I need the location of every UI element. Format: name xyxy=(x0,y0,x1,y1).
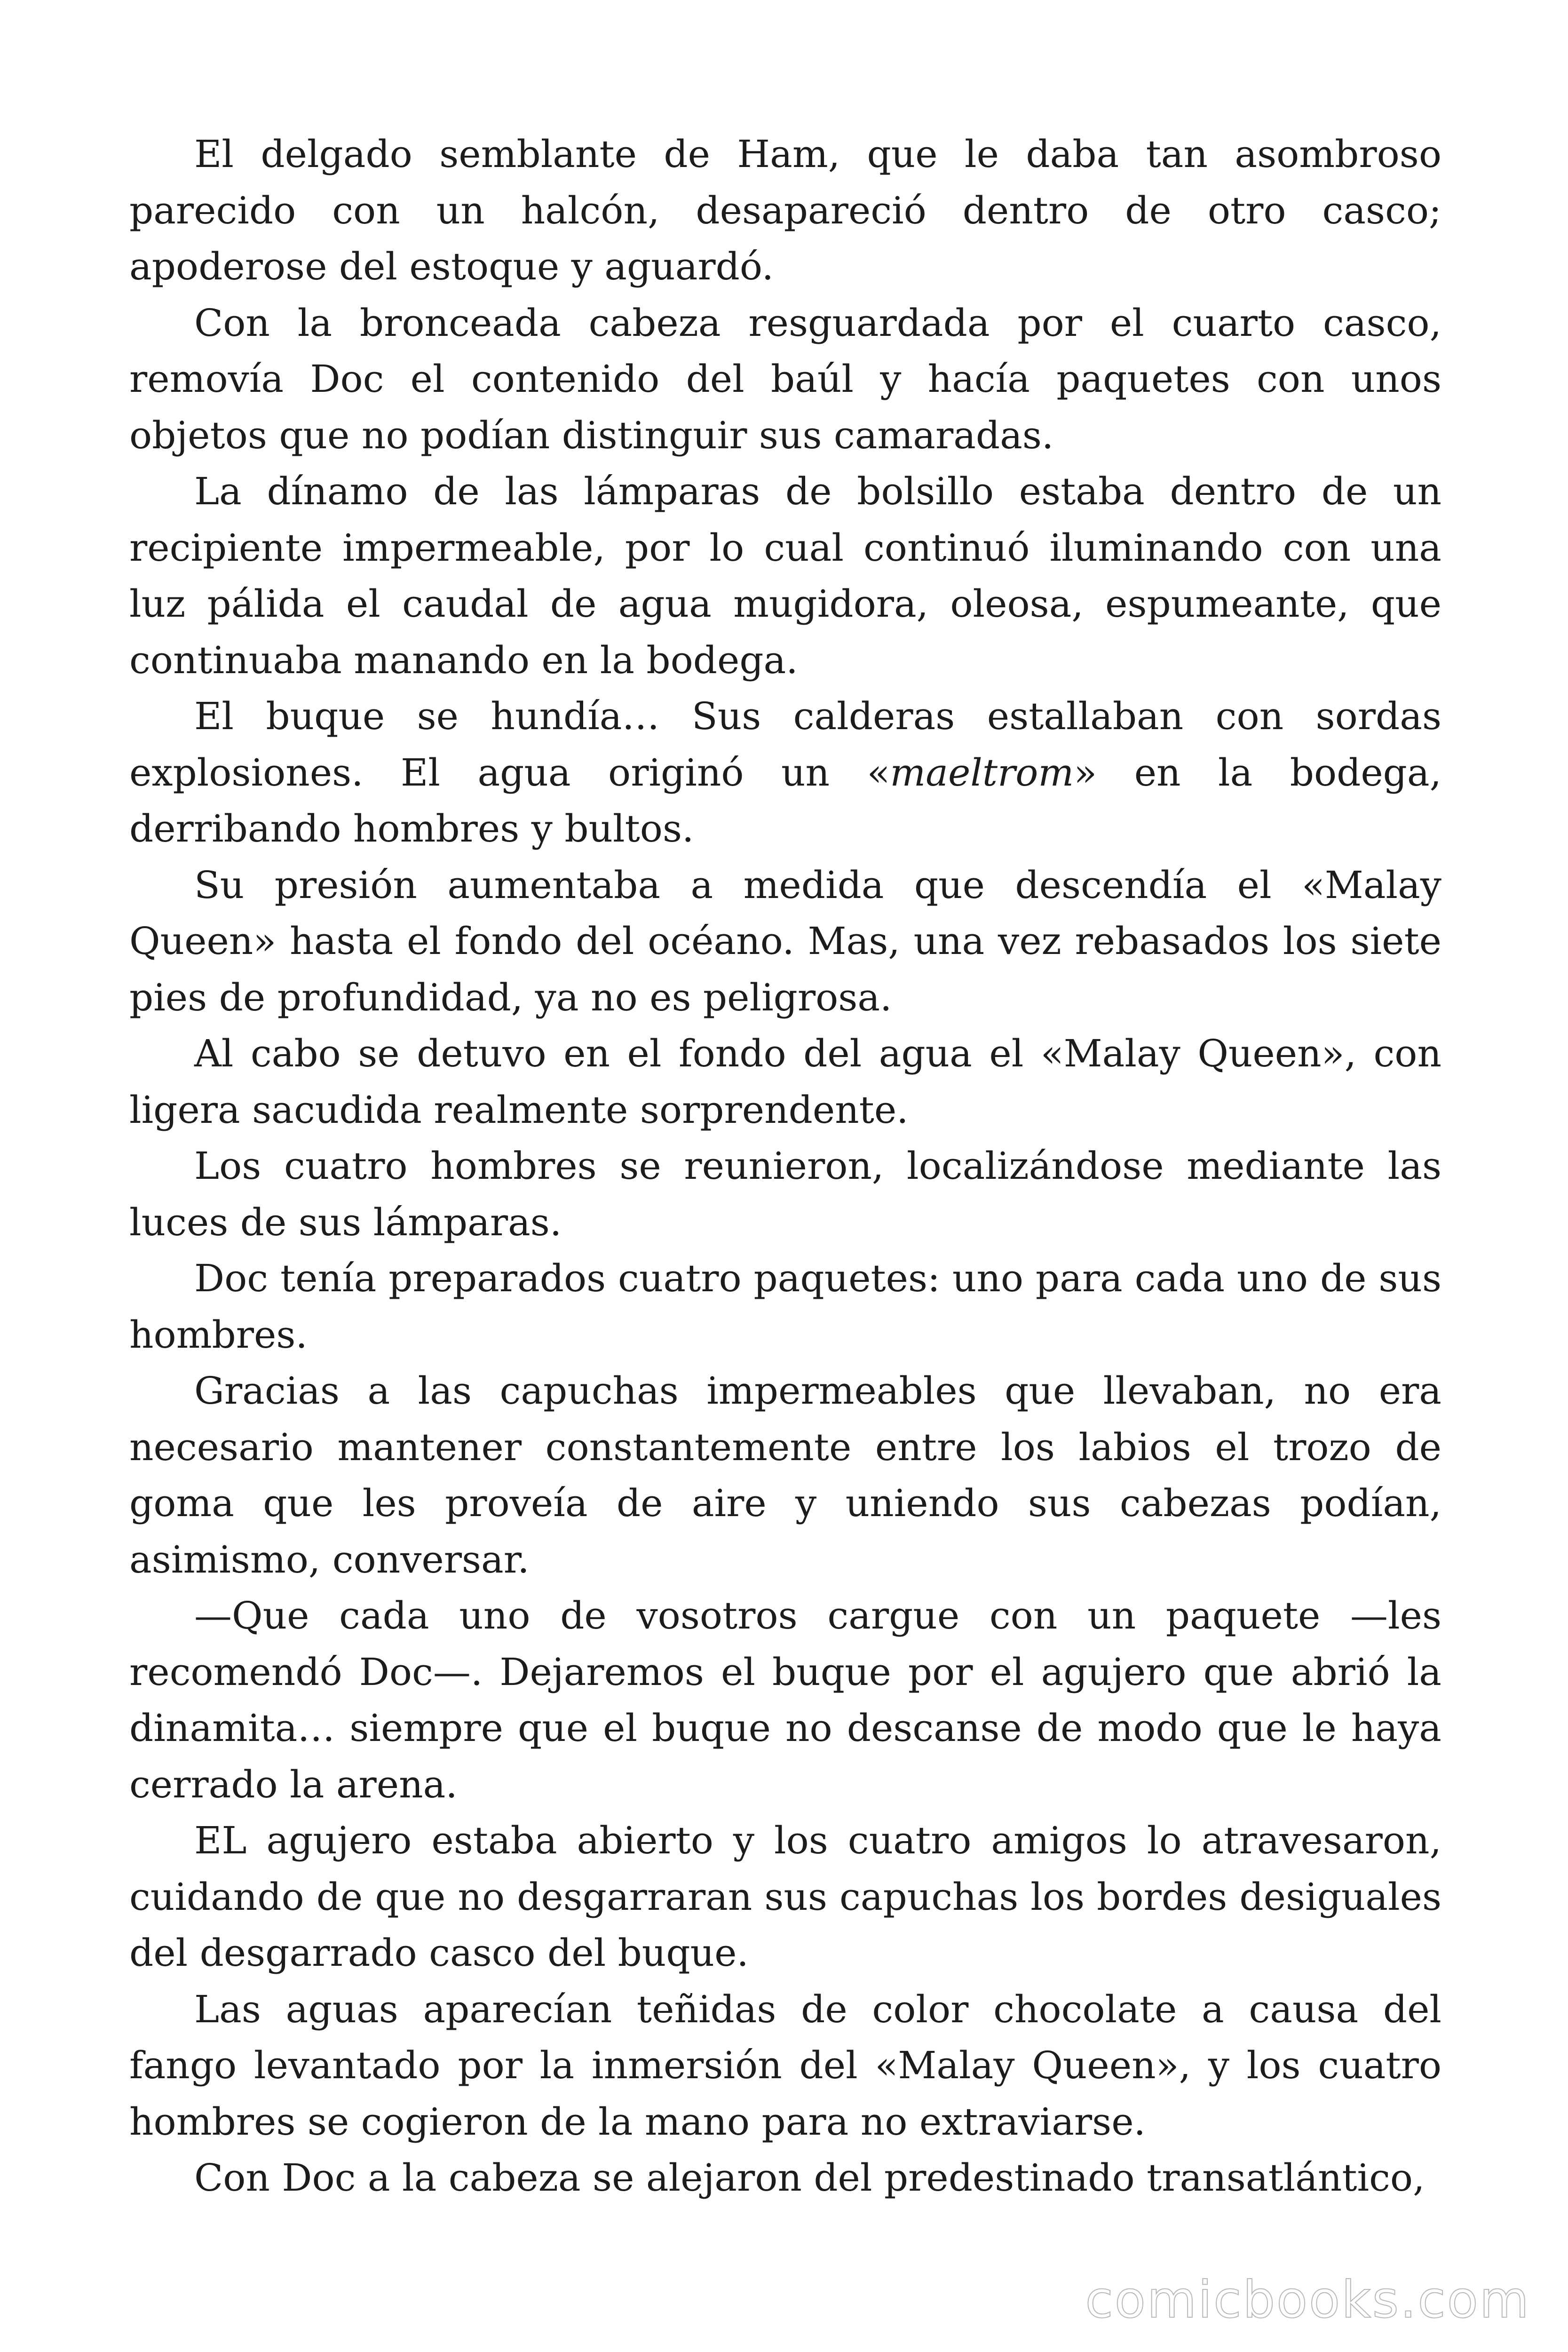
paragraph: La dínamo de las lámparas de bolsillo estaba dentro de un recipiente impermeable, por lo cual continuó iluminando con una luz pálida el caudal de agua mugidora, oleosa, espumeante, que continuaba manando en la bodega. xyxy=(129,469,1441,682)
paragraph-text: » en la bodega, derribando hombres y bultos. xyxy=(129,750,1441,850)
paragraph: Su presión aumentaba a medida que descendía el «Malay Queen» hasta el fondo del océano. Mas, una vez rebasados los siete pies de profundidad, ya no es peligrosa. xyxy=(129,863,1441,1019)
paragraph: Al cabo se detuvo en el fondo del agua el «Malay Queen», con ligera sacudida realmente sorprendente. xyxy=(129,1032,1441,1132)
paragraph: Gracias a las capuchas impermeables que llevaban, no era necesario mantener constantemente entre los labios el trozo de goma que les proveía de aire y uniendo sus cabezas podían, asimismo, conversar. xyxy=(129,1369,1441,1581)
paragraph-text: El buque se hundía… Sus calderas estallaban con sordas explosiones. El agua originó un « xyxy=(129,694,1441,795)
paragraph-last: Con Doc a la cabeza se alejaron del predestinado transatlántico, xyxy=(194,2156,1425,2200)
paragraph: Con la bronceada cabeza resguardada por el cuarto casco, removía Doc el contenido del baúl y hacía paquetes con unos objetos que no podían distinguir sus camaradas. xyxy=(129,301,1441,457)
italic-term: maeltrom xyxy=(890,750,1074,795)
body-text xyxy=(129,126,1441,2206)
paragraph: Las aguas aparecían teñidas de color chocolate a causa del fango levantado por la inmersión del «Malay Queen», y los cuatro hombres se cogieron de la mano para no extraviarse. xyxy=(129,1987,1441,2144)
watermark: comicbooks.com xyxy=(1085,2271,1530,2329)
paragraph: El delgado semblante de Ham, que le daba tan asombroso parecido con un halcón, desapareció dentro de otro casco; apoderose del estoque y aguardó. xyxy=(129,132,1441,288)
paragraph: Doc tenía preparados cuatro paquetes: uno para cada uno de sus hombres. xyxy=(129,1256,1441,1357)
paragraph xyxy=(129,688,1441,857)
paragraph: Los cuatro hombres se reunieron, localizándose mediante las luces de sus lámparas. xyxy=(129,1144,1441,1244)
paragraph: —Que cada uno de vosotros cargue con un paquete —les recomendó Doc—. Dejaremos el buque por el agujero que abrió la dinamita… siempre que el buque no descanse de modo que le haya cerrado la arena. xyxy=(129,1594,1441,1806)
paragraph: EL agujero estaba abierto y los cuatro amigos lo atravesaron, cuidando de que no desgarraran sus capuchas los bordes desiguales del desgarrado casco del buque. xyxy=(129,1819,1441,1975)
